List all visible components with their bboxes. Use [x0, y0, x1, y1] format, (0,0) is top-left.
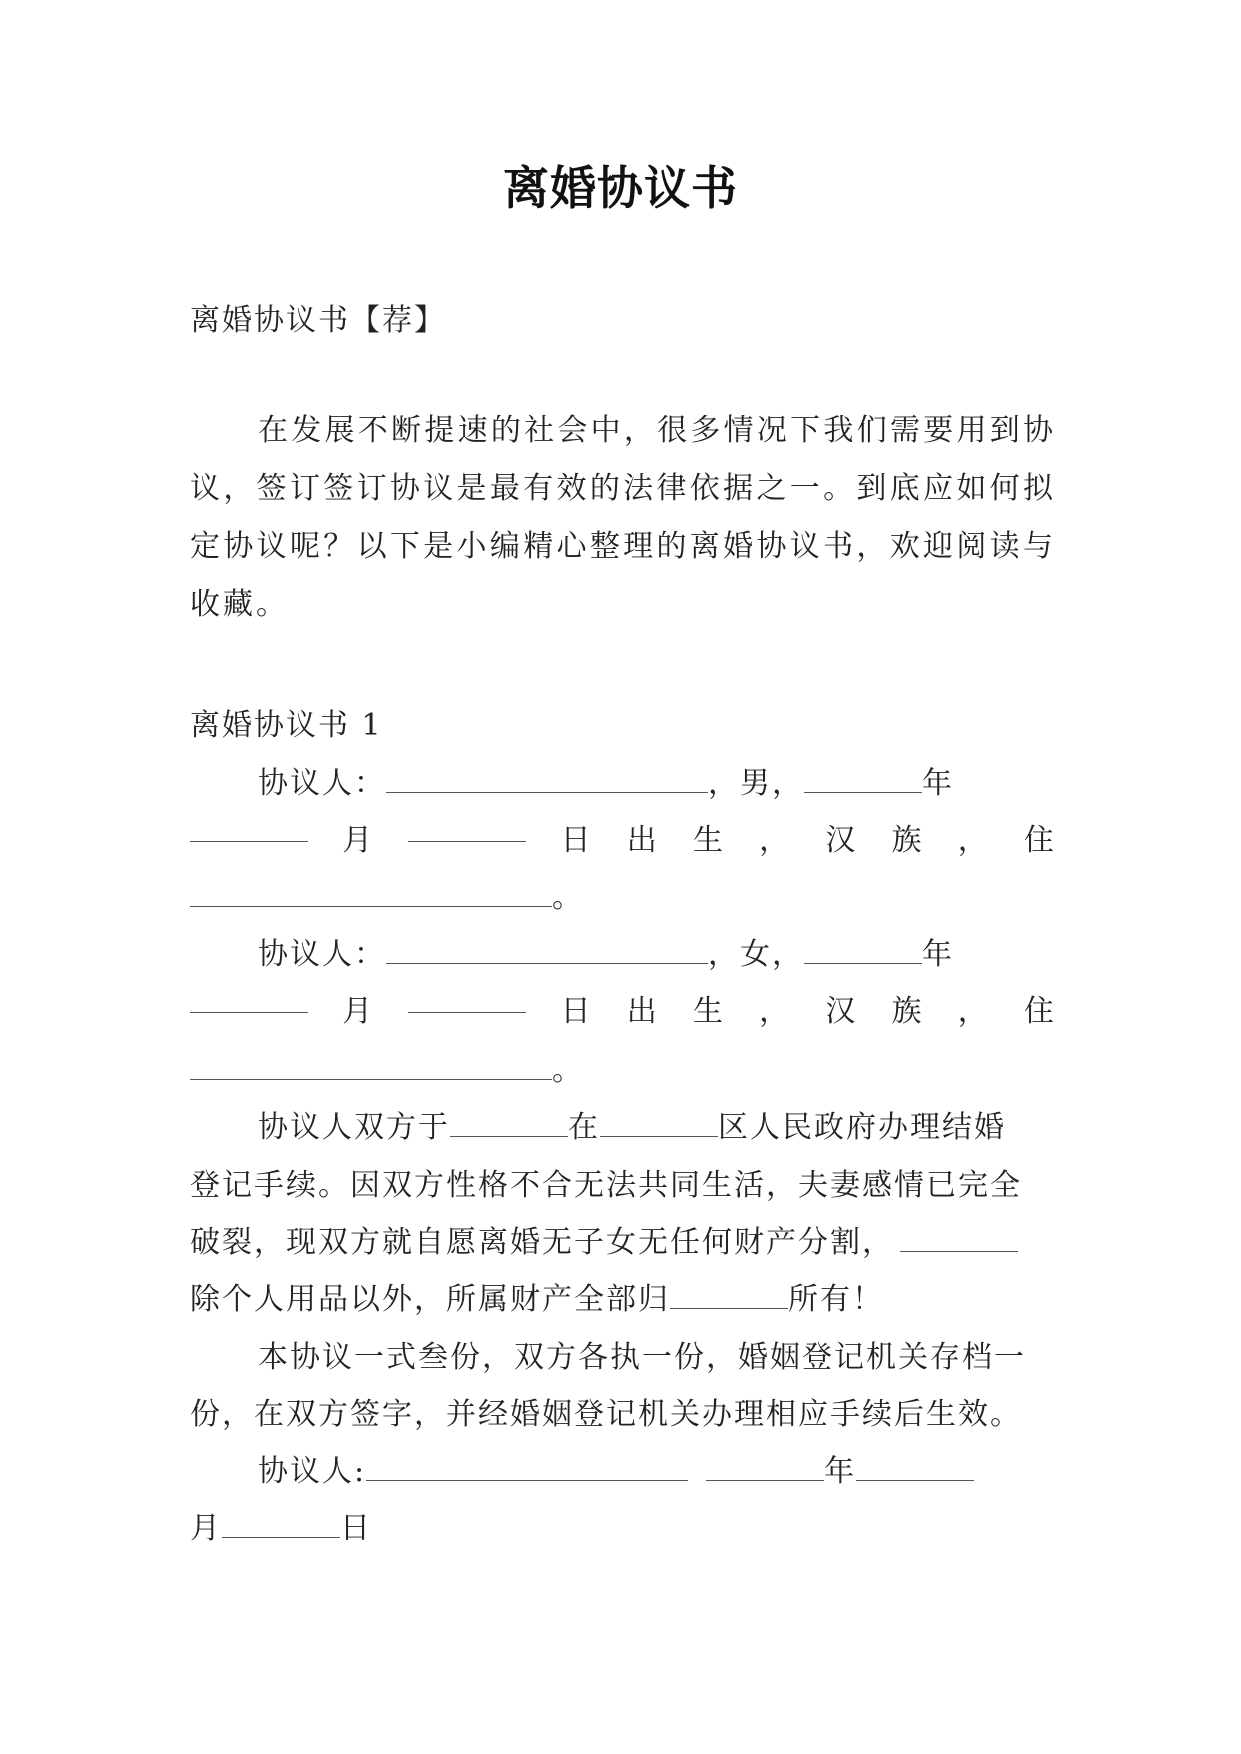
sign-year-label: 年	[824, 1454, 857, 1489]
party-label: 协议人：	[258, 766, 386, 801]
zu-char: 族	[891, 823, 924, 858]
signature-line-2	[190, 1503, 1056, 1547]
day-blank	[408, 815, 526, 842]
born-char-2: 生	[692, 994, 725, 1029]
born-char-1: 出	[626, 823, 659, 858]
day-label: 日	[560, 823, 593, 858]
address-blank	[190, 1053, 552, 1080]
period: 。	[552, 880, 584, 915]
name-blank	[386, 766, 708, 793]
gender-male: ，男，	[708, 766, 804, 801]
month-blank	[190, 986, 308, 1013]
text: 所有！	[788, 1282, 884, 1317]
paragraph-1-line-2: 登记手续。因双方性格不合无法共同生活，夫妻感情已完全	[190, 1168, 1022, 1203]
period: 。	[552, 1053, 584, 1088]
party-blank	[900, 1225, 1018, 1252]
day-label: 日	[560, 994, 593, 1029]
sign-year-blank	[706, 1454, 824, 1481]
zu-char: 族	[891, 994, 924, 1029]
text: 区人民政府办理结婚	[718, 1110, 1006, 1145]
comma: ，	[957, 823, 990, 858]
district-blank	[600, 1110, 718, 1137]
address-blank	[190, 880, 552, 907]
party-1-line-2	[190, 815, 1056, 859]
intro-paragraph: 在发展不断提速的社会中，很多情况下我们需要用到协议，签订签订协议是最有效的法律依据之一。到底应如何拟定协议呢？以下是小编精心整理的离婚协议书，欢迎阅读与收藏。	[190, 413, 1056, 622]
name-blank	[386, 937, 708, 964]
section-title: 离婚协议书 1	[190, 708, 383, 743]
gender-female: ，女，	[708, 937, 804, 972]
paragraph-2-line-2: 份，在双方签字，并经婚姻登记机关办理相应手续后生效。	[190, 1397, 1022, 1432]
month-blank	[190, 815, 308, 842]
signature-line	[190, 1446, 1056, 1490]
party-2-line-1	[190, 929, 1056, 973]
party-1-line-1	[190, 758, 1056, 802]
sign-month-label: 月	[190, 1511, 222, 1546]
party-2-line-2	[190, 986, 1056, 1030]
text: 在	[568, 1110, 600, 1145]
document-subtitle: 离婚协议书【荐】	[190, 303, 446, 338]
han-char: 汉	[825, 994, 858, 1029]
sign-month-blank	[856, 1454, 974, 1481]
paragraph-2-line-1: 本协议一式叁份，双方各执一份，婚姻登记机关存档一	[258, 1340, 1026, 1375]
comma: ，	[759, 994, 792, 1029]
born-char-2: 生	[692, 823, 725, 858]
sign-label: 协议人:	[258, 1454, 367, 1489]
text: 除个人用品以外，所属财产全部归	[190, 1282, 670, 1317]
year-label: 年	[922, 937, 954, 972]
comma: ，	[759, 823, 792, 858]
owner-blank	[670, 1282, 788, 1309]
text: 协议人双方于	[258, 1110, 450, 1145]
born-char-1: 出	[626, 994, 659, 1029]
sign-day-blank	[222, 1511, 340, 1538]
paragraph-1-line-1	[190, 1102, 1056, 1146]
party-2-line-3	[190, 1045, 1056, 1089]
paragraph-1-line-4	[190, 1274, 1056, 1318]
party-label: 协议人：	[258, 937, 386, 972]
signature-blank	[366, 1454, 688, 1481]
year-blank	[804, 937, 922, 964]
party-1-line-3	[190, 872, 1056, 916]
year-blank	[804, 766, 922, 793]
paragraph-1-line-3	[190, 1217, 1056, 1261]
text: 破裂，现双方就自愿离婚无子女无任何财产分割，	[190, 1225, 894, 1260]
year-label: 年	[922, 766, 954, 801]
zhu-char: 住	[1023, 823, 1056, 858]
zhu-char: 住	[1023, 994, 1056, 1029]
month-label: 月	[342, 823, 375, 858]
day-blank	[408, 986, 526, 1013]
date-blank	[450, 1110, 568, 1137]
document-title: 离婚协议书	[503, 161, 738, 215]
month-label: 月	[342, 994, 375, 1029]
sign-day-label: 日	[340, 1511, 372, 1546]
han-char: 汉	[825, 823, 858, 858]
comma: ，	[957, 994, 990, 1029]
